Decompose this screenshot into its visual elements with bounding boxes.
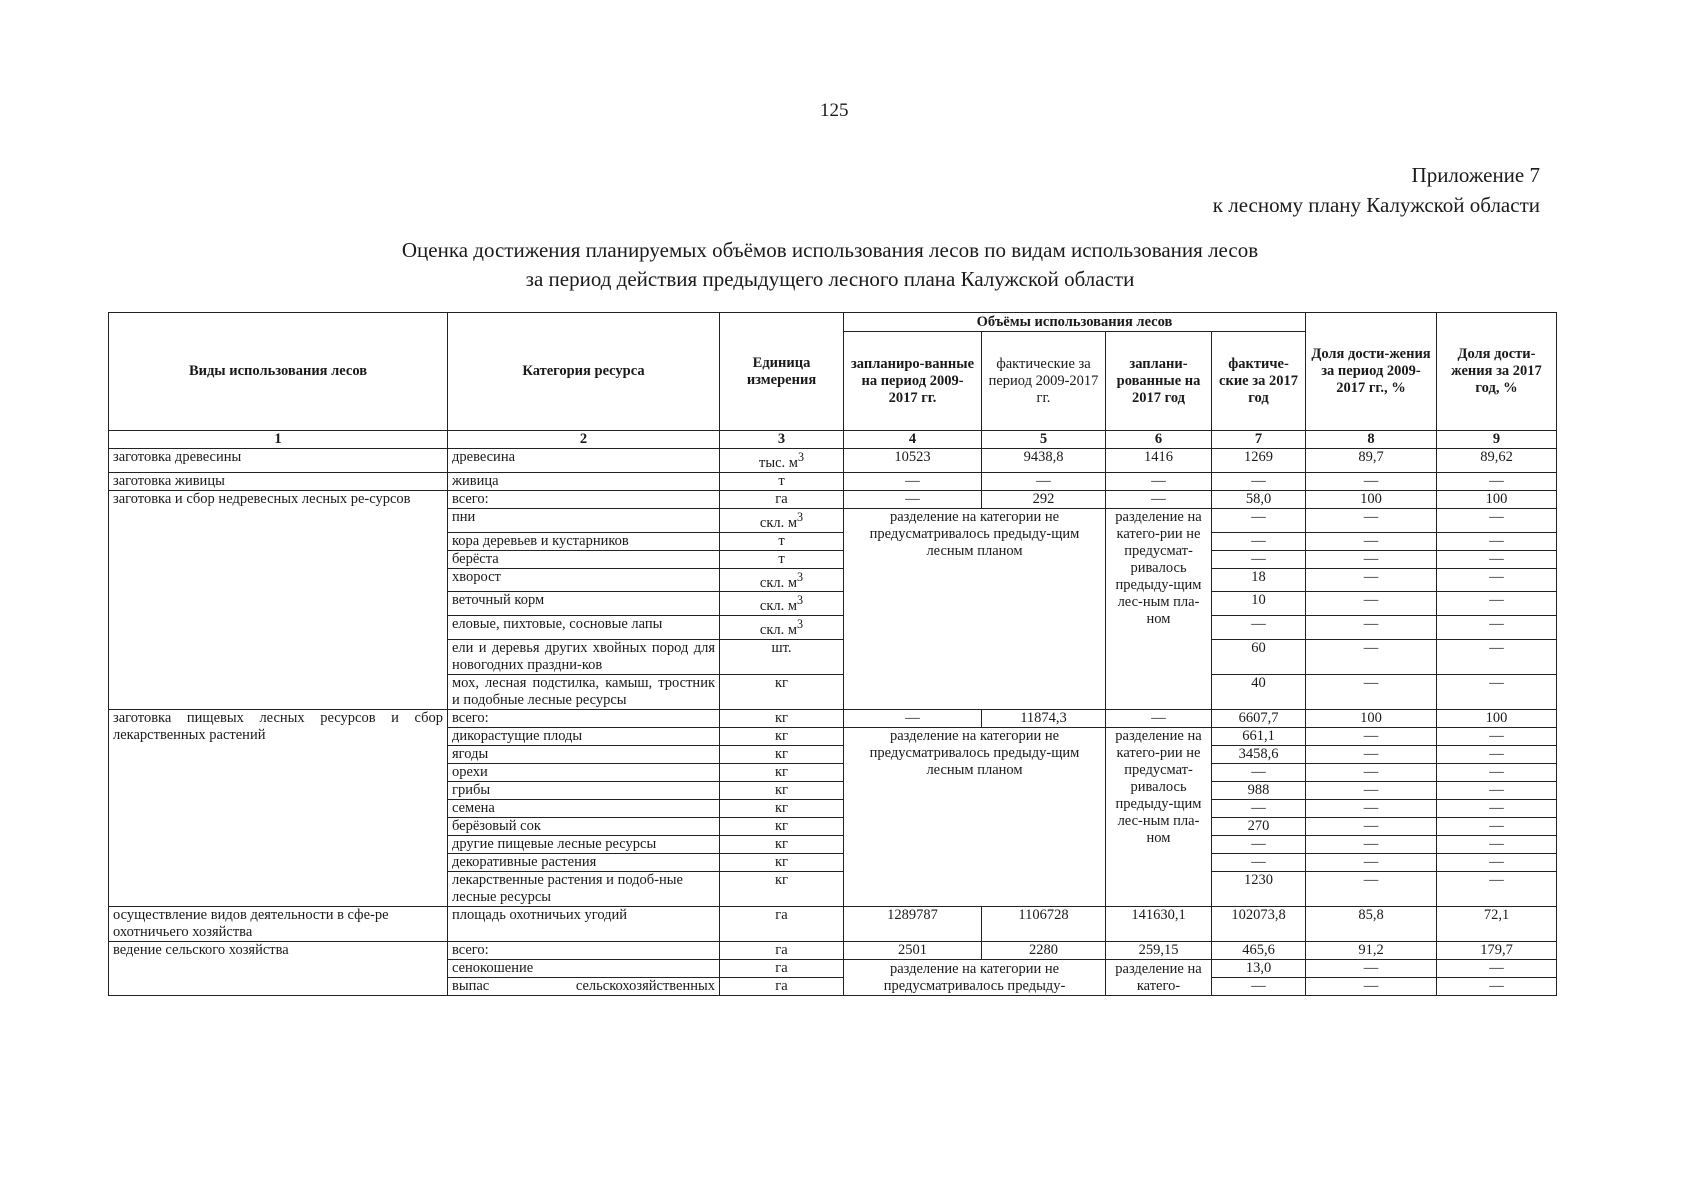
unit-cell: тыс. $м^3$ — [720, 449, 844, 473]
actual-2017-value: 58,0 — [1212, 490, 1306, 508]
resource-category: берёста — [448, 550, 720, 568]
share-2017-value: — — [1437, 616, 1557, 640]
actual-2017-value: — — [1212, 532, 1306, 550]
actual-period-value: 11874,3 — [982, 710, 1106, 728]
appendix-line-1: Приложение 7 — [1411, 163, 1540, 187]
planned-2017-value: 1416 — [1106, 449, 1212, 473]
resource-category: кора деревьев и кустарников — [448, 532, 720, 550]
category-not-planned-note: разделение на категории не предусматривалось предыду-щим лесным планом — [844, 508, 1106, 709]
column-number: 6 — [1106, 431, 1212, 449]
header-share-2017: Доля дости-жения за 2017 год, % — [1437, 313, 1557, 431]
resource-category: всего: — [448, 710, 720, 728]
unit-cell: га — [720, 907, 844, 942]
title-line-1: Оценка достижения планируемых объёмов использования лесов по видам использования лесов — [401, 238, 1259, 262]
document-title — [300, 236, 1360, 294]
header-planned-2017: заплани-рованные на 2017 год — [1106, 332, 1212, 431]
resource-category: лекарственные растения и подоб-ные лесные ресурсы — [448, 872, 720, 907]
actual-2017-value: — — [1212, 978, 1306, 996]
unit-cell: кг — [720, 782, 844, 800]
actual-period-value: 292 — [982, 490, 1106, 508]
column-number: 8 — [1306, 431, 1437, 449]
actual-2017-value: 6607,7 — [1212, 710, 1306, 728]
actual-period-value: 9438,8 — [982, 449, 1106, 473]
share-period-value: — — [1306, 675, 1437, 710]
planned-2017-value: — — [1106, 710, 1212, 728]
column-number: 3 — [720, 431, 844, 449]
forest-use-type: заготовка древесины — [109, 449, 448, 473]
share-period-value: — — [1306, 640, 1437, 675]
unit-cell: га — [720, 942, 844, 960]
actual-2017-value: 102073,8 — [1212, 907, 1306, 942]
column-number: 9 — [1437, 431, 1557, 449]
actual-2017-value: — — [1212, 550, 1306, 568]
share-2017-value: — — [1437, 550, 1557, 568]
column-numbers-row — [109, 431, 1557, 449]
table-row — [109, 449, 1557, 473]
resource-category: всего: — [448, 942, 720, 960]
header-volumes-group: Объёмы использования лесов — [844, 313, 1306, 332]
share-2017-value: — — [1437, 854, 1557, 872]
header-planned-period: запланиро-ванные на период 2009-2017 гг. — [844, 332, 982, 431]
table-row — [109, 710, 1557, 728]
unit-cell: скл. $м^3$ — [720, 616, 844, 640]
page-number: 125 — [820, 100, 849, 121]
actual-2017-value: 3458,6 — [1212, 746, 1306, 764]
resource-category: всего: — [448, 490, 720, 508]
share-period-value: — — [1306, 978, 1437, 996]
resource-category: хворост — [448, 568, 720, 592]
share-2017-value: — — [1437, 764, 1557, 782]
share-2017-value: — — [1437, 746, 1557, 764]
column-number: 5 — [982, 431, 1106, 449]
planned-period-value: 1289787 — [844, 907, 982, 942]
forest-use-type: ведение сельского хозяйства — [109, 942, 448, 996]
share-period-value: 85,8 — [1306, 907, 1437, 942]
category-not-planned-note: разделение на категории не предусматривалось предыду- — [844, 960, 1106, 996]
share-2017-value: — — [1437, 592, 1557, 616]
actual-2017-value: 661,1 — [1212, 728, 1306, 746]
share-2017-value: 89,62 — [1437, 449, 1557, 473]
actual-2017-value: — — [1212, 836, 1306, 854]
actual-period-value: — — [982, 472, 1106, 490]
share-period-value: — — [1306, 960, 1437, 978]
share-period-value: — — [1306, 782, 1437, 800]
resource-category: ели и деревья других хвойных пород для новогодних праздни-ков — [448, 640, 720, 675]
share-period-value: — — [1306, 616, 1437, 640]
actual-2017-value: — — [1212, 508, 1306, 532]
unit-cell: шт. — [720, 640, 844, 675]
resource-category: семена — [448, 800, 720, 818]
share-period-value: — — [1306, 728, 1437, 746]
actual-period-value: 1106728 — [982, 907, 1106, 942]
table-row — [109, 490, 1557, 508]
forest-use-table — [108, 312, 1557, 996]
unit-cell: кг — [720, 872, 844, 907]
resource-category: грибы — [448, 782, 720, 800]
resource-category: еловые, пихтовые, сосновые лапы — [448, 616, 720, 640]
actual-2017-value: 10 — [1212, 592, 1306, 616]
table-row — [109, 942, 1557, 960]
unit-cell: скл. $м^3$ — [720, 508, 844, 532]
resource-category: ягоды — [448, 746, 720, 764]
resource-category: берёзовый сок — [448, 818, 720, 836]
actual-2017-value: 18 — [1212, 568, 1306, 592]
forest-use-type: заготовка пищевых лесных ресурсов и сбор лекарственных растений — [109, 710, 448, 907]
share-period-value: — — [1306, 592, 1437, 616]
share-period-value: — — [1306, 854, 1437, 872]
unit-cell: кг — [720, 746, 844, 764]
unit-cell: скл. $м^3$ — [720, 592, 844, 616]
share-2017-value: 179,7 — [1437, 942, 1557, 960]
share-2017-value: — — [1437, 675, 1557, 710]
planned-2017-value: — — [1106, 490, 1212, 508]
table-row — [109, 472, 1557, 490]
share-2017-value: 72,1 — [1437, 907, 1557, 942]
unit-cell: т — [720, 532, 844, 550]
share-2017-value: — — [1437, 782, 1557, 800]
actual-2017-value: 465,6 — [1212, 942, 1306, 960]
appendix-note — [1213, 160, 1540, 220]
share-2017-value: — — [1437, 568, 1557, 592]
header-forest-use-type: Виды использования лесов — [109, 313, 448, 431]
share-period-value: — — [1306, 508, 1437, 532]
resource-category: древесина — [448, 449, 720, 473]
column-number: 7 — [1212, 431, 1306, 449]
unit-cell: га — [720, 490, 844, 508]
actual-2017-value: — — [1212, 472, 1306, 490]
actual-2017-value: 60 — [1212, 640, 1306, 675]
share-period-value: — — [1306, 532, 1437, 550]
share-2017-value: — — [1437, 818, 1557, 836]
resource-category: декоративные растения — [448, 854, 720, 872]
planned-period-value: — — [844, 710, 982, 728]
resource-category: площадь охотничьих угодий — [448, 907, 720, 942]
unit-cell: кг — [720, 854, 844, 872]
share-period-value: 91,2 — [1306, 942, 1437, 960]
category-not-planned-note: разделение на катего-рии не предусмат-ривалось предыду-щим лес-ным пла-ном — [1106, 728, 1212, 907]
resource-category: живица — [448, 472, 720, 490]
planned-period-value: 10523 — [844, 449, 982, 473]
share-2017-value: — — [1437, 472, 1557, 490]
resource-category: сенокошение — [448, 960, 720, 978]
share-2017-value: — — [1437, 978, 1557, 996]
share-2017-value: — — [1437, 800, 1557, 818]
header-share-period: Доля дости-жения за период 2009-2017 гг., % — [1306, 313, 1437, 431]
share-2017-value: — — [1437, 960, 1557, 978]
header-actual-period: фактические за период 2009-2017 гг. — [982, 332, 1106, 431]
appendix-line-2: к лесному плану Калужской области — [1212, 193, 1540, 217]
resource-category: выпас сельскохозяйственных — [448, 978, 720, 996]
unit-cell: кг — [720, 764, 844, 782]
share-period-value: 89,7 — [1306, 449, 1437, 473]
share-period-value: — — [1306, 818, 1437, 836]
resource-category: другие пищевые лесные ресурсы — [448, 836, 720, 854]
planned-period-value: 2501 — [844, 942, 982, 960]
actual-2017-value: 988 — [1212, 782, 1306, 800]
forest-use-type: заготовка и сбор недревесных лесных ре-сурсов — [109, 490, 448, 709]
planned-2017-value: 141630,1 — [1106, 907, 1212, 942]
share-period-value: — — [1306, 472, 1437, 490]
unit-cell: кг — [720, 710, 844, 728]
resource-category: дикорастущие плоды — [448, 728, 720, 746]
unit-cell: скл. $м^3$ — [720, 568, 844, 592]
category-not-planned-note: разделение на категории не предусматривалось предыду-щим лесным планом — [844, 728, 1106, 907]
unit-cell: кг — [720, 728, 844, 746]
actual-2017-value: 270 — [1212, 818, 1306, 836]
share-2017-value: — — [1437, 872, 1557, 907]
actual-2017-value: 1269 — [1212, 449, 1306, 473]
category-not-planned-note: разделение на катего- — [1106, 960, 1212, 996]
unit-cell: кг — [720, 675, 844, 710]
share-2017-value: — — [1437, 508, 1557, 532]
unit-cell: га — [720, 978, 844, 996]
actual-2017-value: — — [1212, 616, 1306, 640]
planned-period-value: — — [844, 490, 982, 508]
share-2017-value: — — [1437, 836, 1557, 854]
share-period-value: — — [1306, 568, 1437, 592]
actual-2017-value: 1230 — [1212, 872, 1306, 907]
share-period-value: 100 — [1306, 490, 1437, 508]
title-line-2: за период действия предыдущего лесного плана Калужской области — [525, 267, 1135, 291]
unit-cell: кг — [720, 818, 844, 836]
share-period-value: — — [1306, 836, 1437, 854]
actual-2017-value: 40 — [1212, 675, 1306, 710]
share-period-value: — — [1306, 800, 1437, 818]
actual-2017-value: — — [1212, 854, 1306, 872]
actual-2017-value: 13,0 — [1212, 960, 1306, 978]
planned-period-value: — — [844, 472, 982, 490]
unit-cell: га — [720, 960, 844, 978]
header-unit: Единица измерения — [720, 313, 844, 431]
share-2017-value: 100 — [1437, 490, 1557, 508]
forest-use-type: заготовка живицы — [109, 472, 448, 490]
column-number: 4 — [844, 431, 982, 449]
share-2017-value: 100 — [1437, 710, 1557, 728]
column-number: 1 — [109, 431, 448, 449]
header-resource-category: Категория ресурса — [448, 313, 720, 431]
share-period-value: — — [1306, 764, 1437, 782]
unit-cell: кг — [720, 836, 844, 854]
unit-cell: кг — [720, 800, 844, 818]
share-period-value: — — [1306, 872, 1437, 907]
actual-2017-value: — — [1212, 764, 1306, 782]
unit-cell: т — [720, 472, 844, 490]
table-row — [109, 907, 1557, 942]
share-period-value: — — [1306, 746, 1437, 764]
actual-2017-value: — — [1212, 800, 1306, 818]
resource-category: орехи — [448, 764, 720, 782]
forest-use-type: осуществление видов деятельности в сфе-ре охотничьего хозяйства — [109, 907, 448, 942]
resource-category: пни — [448, 508, 720, 532]
category-not-planned-note: разделение на катего-рии не предусмат-ривалось предыду-щим лес-ным пла-ном — [1106, 508, 1212, 709]
unit-cell: т — [720, 550, 844, 568]
share-2017-value: — — [1437, 532, 1557, 550]
resource-category: мох, лесная подстилка, камыш, тростник и подобные лесные ресурсы — [448, 675, 720, 710]
share-2017-value: — — [1437, 728, 1557, 746]
share-period-value: 100 — [1306, 710, 1437, 728]
share-2017-value: — — [1437, 640, 1557, 675]
resource-category: веточный корм — [448, 592, 720, 616]
header-actual-2017: фактиче-ские за 2017 год — [1212, 332, 1306, 431]
actual-period-value: 2280 — [982, 942, 1106, 960]
planned-2017-value: — — [1106, 472, 1212, 490]
share-period-value: — — [1306, 550, 1437, 568]
column-number: 2 — [448, 431, 720, 449]
planned-2017-value: 259,15 — [1106, 942, 1212, 960]
